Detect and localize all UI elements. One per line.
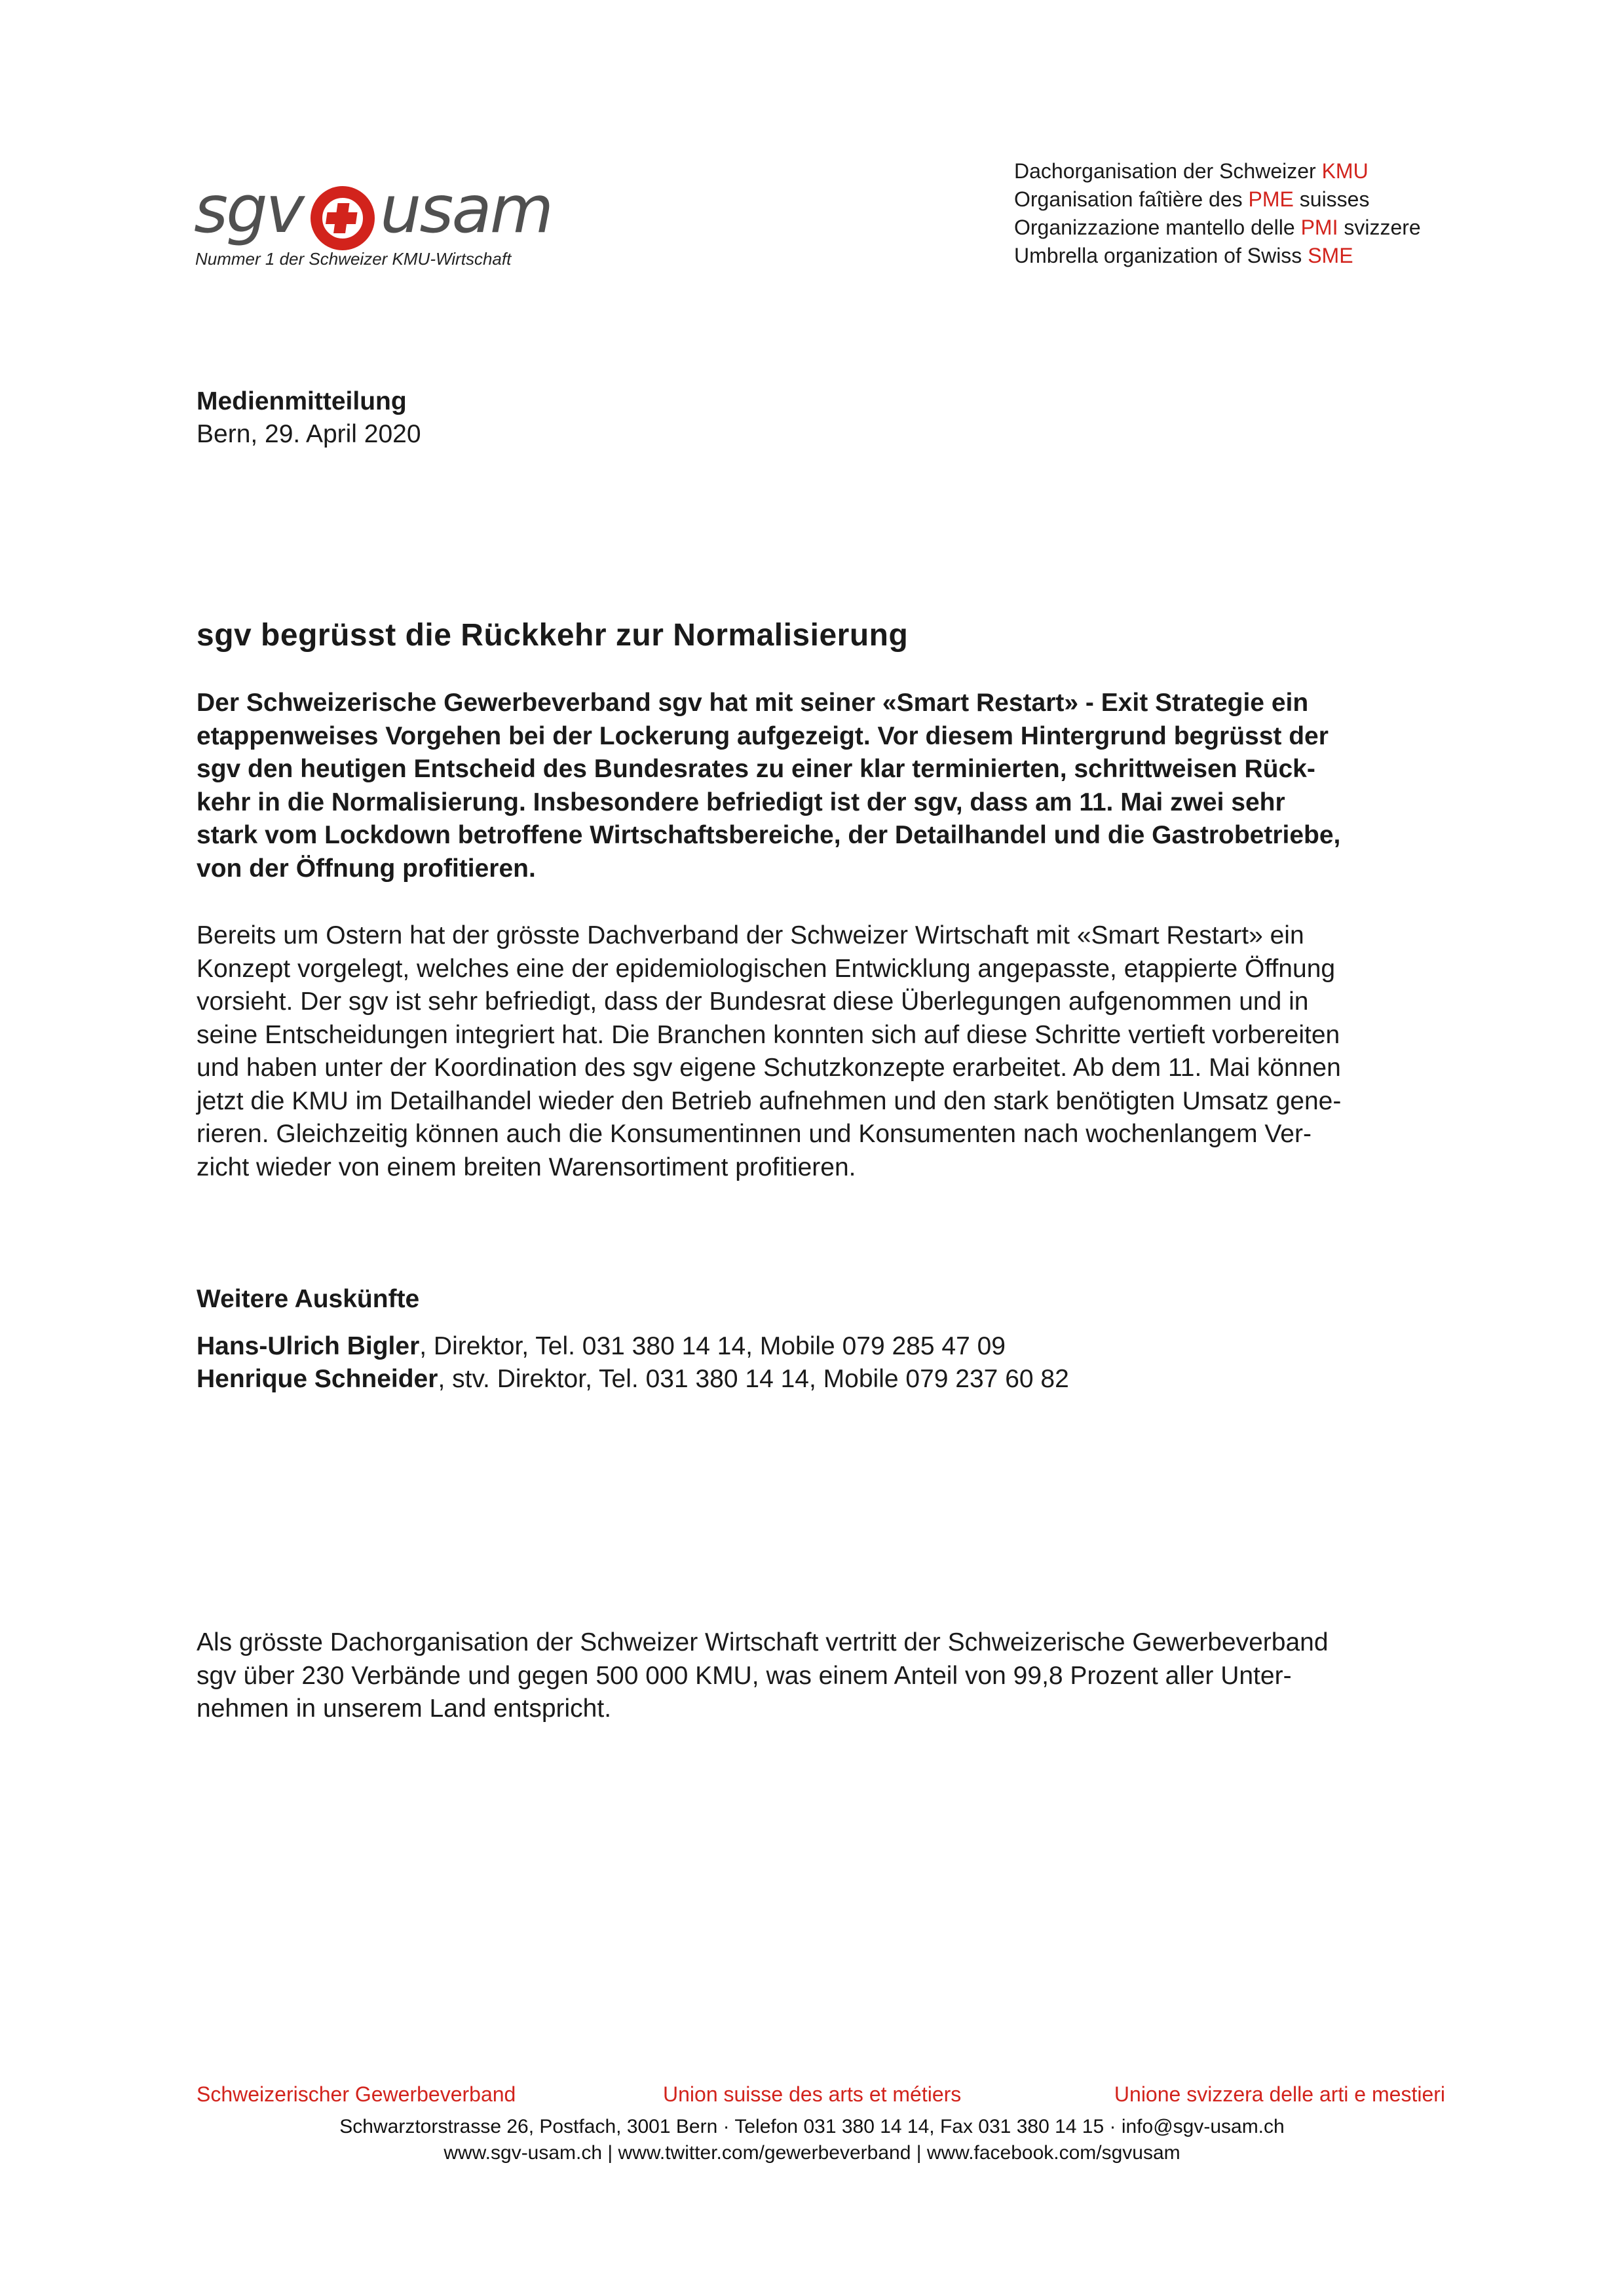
org-line-de: Dachorganisation der Schweizer KMU [1014, 159, 1369, 183]
org-line-fr: Organisation faîtière des PME suisses [1014, 187, 1370, 211]
lead-line: Der Schweizerische Gewerbeverband sgv hat mit seiner «Smart Restart» - Exit Strategie ein [197, 689, 1309, 717]
body-line: jetzt die KMU im Detailhandel wieder den Betrieb aufnehmen und den stark benötigten Umsatz gene- [197, 1086, 1342, 1115]
closing-line: nehmen in unserem Land entspricht. [197, 1694, 612, 1723]
lead-line: von der Öffnung profitieren. [197, 854, 536, 883]
org-line-it: Organizzazione mantello delle PMI svizzere [1014, 216, 1421, 239]
headline: sgv begrüsst die Rückkehr zur Normalisierung [197, 618, 909, 653]
footer-name-fr: Union suisse des arts et métiers [663, 2082, 962, 2106]
contact-details: , Direktor, Tel. 031 380 14 14, Mobile 079 285 47 09 [419, 1332, 1006, 1360]
body-line: und haben unter der Koordination des sgv eigene Schutzkonzepte erarbeitet. Ab dem 11. Mai können [197, 1054, 1341, 1082]
footer-address: Schwarztorstrasse 26, Postfach, 3001 Bern · Telefon 031 380 14 14, Fax 031 380 14 15 · info@sgv-usam.ch [339, 2116, 1285, 2137]
body-line: Bereits um Ostern hat der grösste Dachverband der Schweizer Wirtschaft mit «Smart Restart» ein [197, 921, 1304, 949]
contact-details: , stv. Direktor, Tel. 031 380 14 14, Mobile 079 237 60 82 [438, 1365, 1069, 1393]
org-line-en: Umbrella organization of Swiss SME [1014, 244, 1353, 267]
organisation-block [1014, 157, 1421, 270]
swiss-cross-circle-icon [307, 182, 379, 254]
footer-contact [0, 2114, 1624, 2166]
closing-paragraph [197, 1626, 1441, 1726]
place-date: Bern, 29. April 2020 [197, 420, 421, 448]
logo-word-right: usam [380, 171, 552, 248]
contact-section [197, 1283, 1069, 1396]
lead-line: sgv den heutigen Entscheid des Bundesrates zu einer klar terminierten, schrittweisen Rück- [197, 755, 1315, 783]
logo-word-left: sgv [194, 171, 303, 248]
footer-name-de: Schweizerischer Gewerbeverband [197, 2082, 516, 2106]
media-header [197, 385, 421, 451]
closing-line: sgv über 230 Verbände und gegen 500 000 KMU, was einem Anteil von 99,8 Prozent aller Unter- [197, 1661, 1292, 1690]
lead-paragraph [197, 687, 1441, 885]
lead-line: etappenweises Vorgehen bei der Lockerung aufgezeigt. Vor diesem Hintergrund begrüsst der [197, 721, 1329, 750]
body-line: rieren. Gleichzeitig können auch die Konsumentinnen und Konsumenten nach wochenlangem Ver- [197, 1120, 1312, 1148]
body-paragraph [197, 919, 1441, 1184]
lead-line: kehr in die Normalisierung. Insbesondere befriedigt ist der sgv, dass am 11. Mai zwei sehr [197, 788, 1285, 816]
contact-heading: Weitere Auskünfte [197, 1285, 420, 1313]
body-line: seine Entscheidungen integriert hat. Die Branchen konnten sich auf diese Schritte vertieft vorbereiten [197, 1020, 1340, 1049]
sgv-usam-logo [194, 164, 574, 269]
contact-name: Hans-Ulrich Bigler [197, 1332, 420, 1360]
lead-line: stark vom Lockdown betroffene Wirtschaftsbereiche, der Detailhandel und die Gastrobetriebe, [197, 821, 1341, 849]
body-line: vorsieht. Der sgv ist sehr befriedigt, dass der Bundesrat diese Überlegungen aufgenommen und in [197, 987, 1309, 1016]
closing-line: Als grösste Dachorganisation der Schweizer Wirtschaft vertritt der Schweizerische Gewerbeverband [197, 1628, 1329, 1656]
contact-name: Henrique Schneider [197, 1365, 438, 1393]
contact-person [197, 1363, 1069, 1396]
footer-name-it: Unione svizzera delle arti e mestieri [1114, 2082, 1445, 2106]
footer-web-links: www.sgv-usam.ch | www.twitter.com/gewerbeverband | www.facebook.com/sgvusam [444, 2142, 1180, 2164]
logo-tagline: Nummer 1 der Schweizer KMU-Wirtschaft [195, 249, 512, 269]
contact-person [197, 1330, 1069, 1363]
document-type: Medienmitteilung [197, 387, 407, 415]
body-line: zicht wieder von einem breiten Warensortiment profitieren. [197, 1153, 856, 1181]
body-line: Konzept vorgelegt, welches eine der epidemiologischen Entwicklung angepasste, etappierte Öffnung [197, 954, 1336, 983]
